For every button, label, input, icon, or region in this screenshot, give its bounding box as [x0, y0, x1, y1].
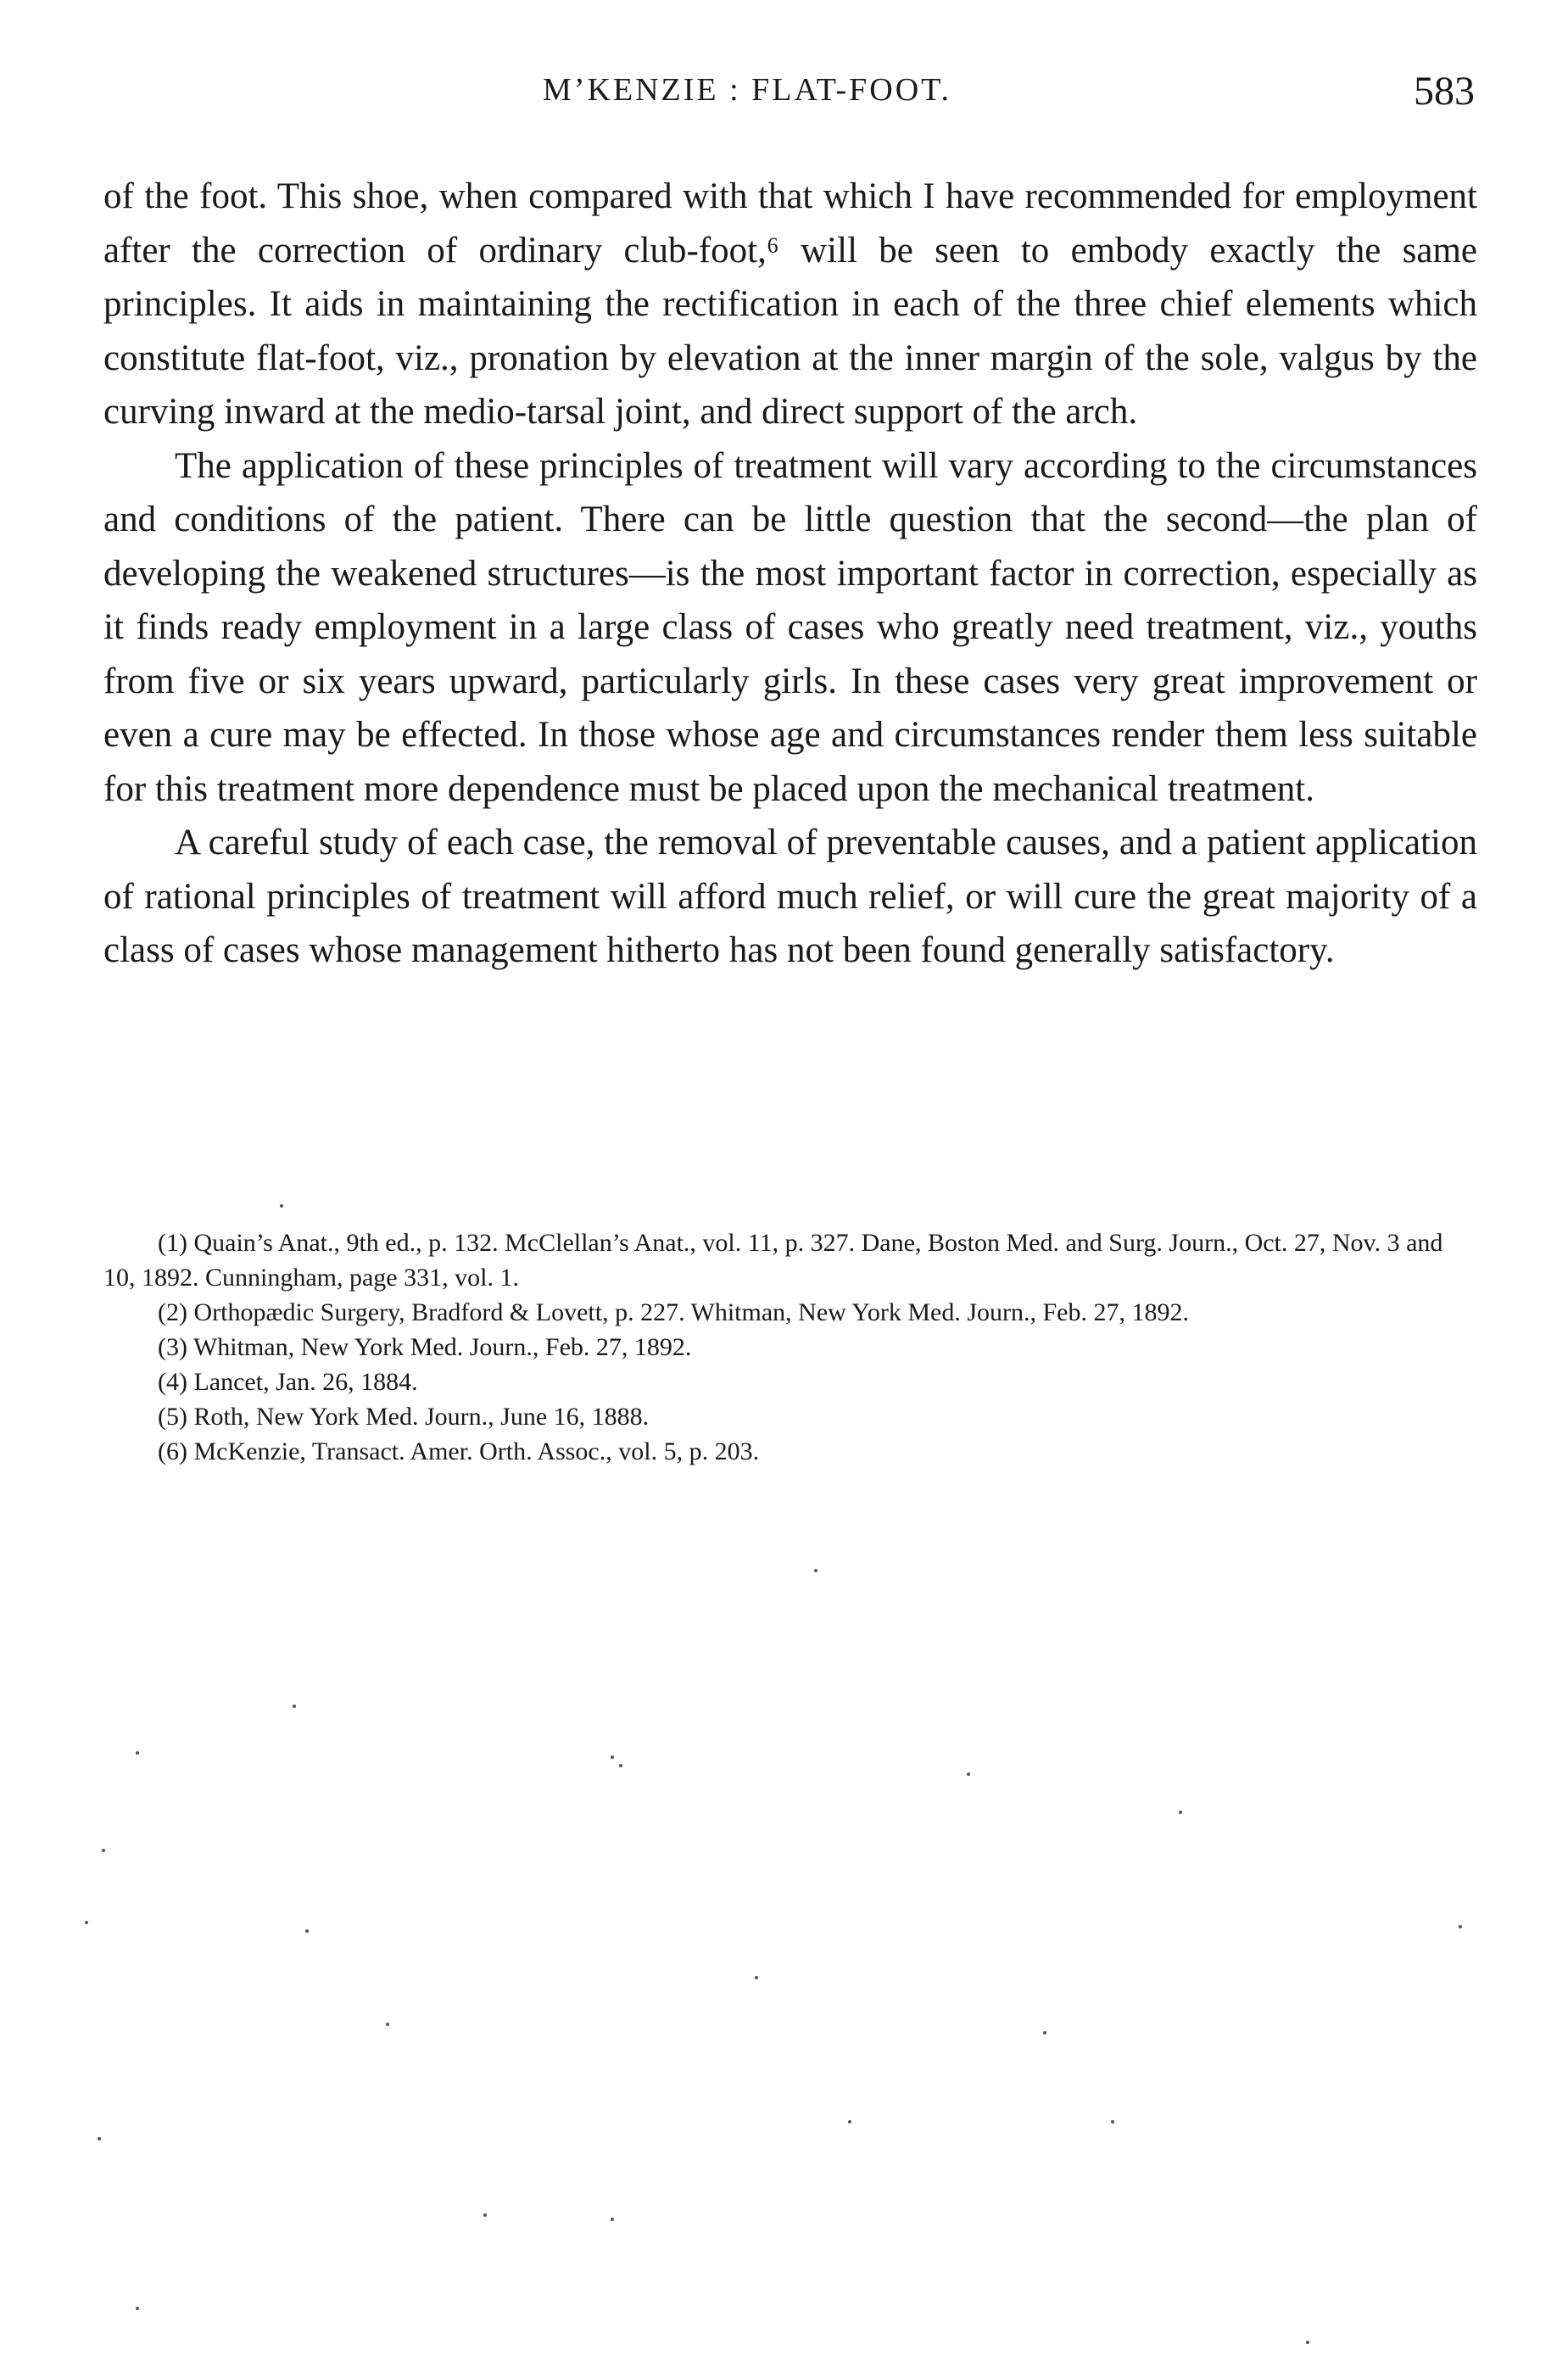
page-header: [0, 51, 1568, 119]
scan-speck: [611, 1755, 614, 1759]
scan-speck: [755, 1976, 758, 1979]
scan-speck: [280, 1204, 283, 1208]
footnote: (5) Roth, New York Med. Journ., June 16, 1888.: [158, 1403, 650, 1431]
scan-speck: [1459, 1925, 1462, 1928]
scan-speck: [136, 1751, 139, 1755]
scan-speck: [85, 1921, 88, 1924]
footnote: (3) Whitman, New York Med. Journ., Feb. 27, 1892.: [158, 1333, 692, 1361]
scan-speck: [136, 2307, 139, 2310]
scan-speck: [1179, 1811, 1182, 1814]
paragraph: A careful study of each case, the removal of preventable causes, and a patient application of rational principles of treatment will afford much relief, or will cure the great majority of a class of cases whose management hitherto has not been found generally satisfactory.: [103, 823, 1477, 970]
scan-speck: [1111, 2120, 1114, 2124]
footnote: (6) McKenzie, Transact. Amer. Orth. Assoc., vol. 5, p. 203.: [158, 1437, 760, 1465]
footnote: (1) Quain’s Anat., 9th ed., p. 132. McClellan’s Anat., vol. 11, p. 327. Dane, Boston Med. and Surg. Journ., Oct. 27, Nov. 3 and 10, 1892. Cunningham, page 331, vol. 1.: [103, 1229, 1443, 1292]
scan-speck: [305, 1929, 309, 1933]
scan-speck: [293, 1705, 296, 1708]
scan-speck: [967, 1772, 970, 1776]
scan-speck: [102, 1849, 105, 1852]
scan-speck: [814, 1569, 817, 1572]
scan-speck: [1043, 2031, 1046, 2034]
scan-speck: [483, 2213, 487, 2217]
scan-speck: [1306, 2341, 1309, 2344]
footnotes: [103, 1225, 1477, 1469]
scan-speck: [98, 2137, 101, 2140]
paragraph: of the foot. This shoe, when compared with that which I have recommended for employment after the correction of ordinary club-foot,⁶ will be seen to embody exactly the same principles. It aids in maintaining the rectification in each of the three chief elements which constitute flat-foot, viz., pronation by elevation at the inner margin of the sole, valgus by the curving inward at the medio-tarsal joint, and direct support of the arch.: [103, 176, 1477, 432]
page-number: 583: [1414, 69, 1475, 114]
body-text: [103, 170, 1477, 978]
scan-speck: [386, 2023, 389, 2026]
running-head: M’KENZIE : FLAT-FOOT.: [543, 72, 952, 108]
footnote: (4) Lancet, Jan. 26, 1884.: [158, 1368, 418, 1396]
paragraph: The application of these principles of treatment will vary according to the circumstances and conditions of the patient. There can be little question that the second—the plan of developing the weakened structures—is the most important factor in correction, especially as it finds ready employment in a large class of cases who greatly need treatment, viz., youths from five or six years upward, particularly girls. In these cases very great improvement or even a cure may be effected. In those whose age and circumstances render them less suitable for this treatment more dependence must be placed upon the mechanical treatment.: [103, 445, 1477, 809]
scan-speck: [611, 2218, 614, 2221]
scan-speck: [619, 1764, 622, 1767]
scan-speck: [848, 2120, 851, 2124]
footnote: (2) Orthopædic Surgery, Bradford & Lovett, p. 227. Whitman, New York Med. Journ., Feb. 27, 1892.: [158, 1298, 1189, 1326]
